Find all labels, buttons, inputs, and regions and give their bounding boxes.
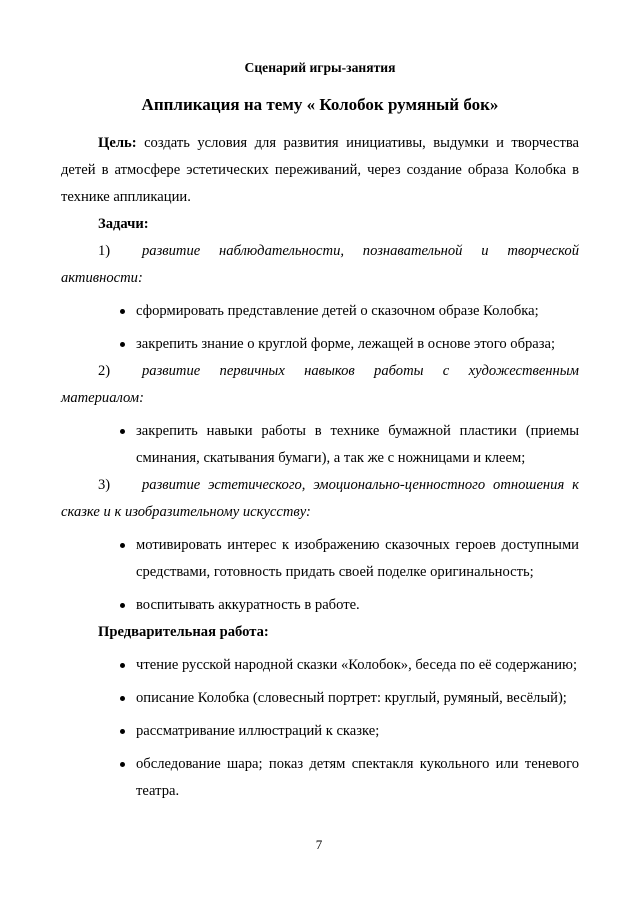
- list-item: [61, 532, 579, 586]
- list-item-text: мотивировать интерес к изображению сказочных героев доступными средствами, готовность придать своей поделке оригинальность;: [136, 537, 579, 580]
- task-title-continuation: сказке и к изобразительному искусству:: [61, 504, 311, 520]
- task-title-continuation: материалом:: [61, 390, 144, 406]
- document-page: [61, 58, 579, 805]
- goal-paragraph: [61, 130, 579, 211]
- bullet-icon: [120, 696, 125, 701]
- list-item-text: рассматривание иллюстраций к сказке;: [136, 723, 380, 739]
- list-item: [61, 592, 579, 619]
- list-item-text: закрепить знание о круглой форме, лежащей в основе этого образа;: [136, 336, 556, 352]
- tasks-heading: Задачи:: [98, 216, 149, 232]
- task-title-line: развитие наблюдательности, познавательной и творческой: [142, 243, 579, 259]
- goal-label: Цель:: [98, 135, 137, 151]
- preliminary-heading: Предварительная работа:: [98, 624, 269, 640]
- list-item-text: закрепить навыки работы в технике бумажной пластики (приемы сминания, скатывания бумаги), а так же с ножницами и клеем;: [136, 423, 579, 466]
- bullet-icon: [120, 543, 125, 548]
- list-item: [61, 298, 579, 325]
- task-group-3: [61, 472, 579, 526]
- main-title: Аппликация на тему « Колобок румяный бок»: [141, 95, 499, 114]
- bullet-icon: [120, 603, 125, 608]
- bullet-icon: [120, 729, 125, 734]
- bullet-icon: [120, 762, 125, 767]
- task-1-list: [61, 298, 579, 358]
- task-3-list: [61, 532, 579, 619]
- preliminary-list: [61, 652, 579, 805]
- bullet-icon: [120, 342, 125, 347]
- task-group-2: [61, 358, 579, 412]
- task-number: 1): [98, 243, 111, 259]
- list-item: [61, 718, 579, 745]
- list-item-text: сформировать представление детей о сказочном образе Колобка;: [136, 303, 539, 319]
- list-item: [61, 751, 579, 805]
- task-number: 3): [98, 477, 111, 493]
- bullet-icon: [120, 309, 125, 314]
- task-title-line: развитие эстетического, эмоционально-ценностного отношения к: [142, 477, 579, 493]
- task-2-list: [61, 418, 579, 472]
- list-item: [61, 331, 579, 358]
- list-item: [61, 652, 579, 679]
- task-number: 2): [98, 363, 111, 379]
- goal-text: создать условия для развития инициативы, выдумки и творчества детей в атмосфере эстетических переживаний, через создание образа Колобка в технике аппликации.: [61, 135, 579, 205]
- scenario-title: Сценарий игры-занятия: [244, 60, 396, 75]
- page-number: 7: [315, 837, 323, 852]
- task-group-1: [61, 238, 579, 292]
- task-title-continuation: активности:: [61, 270, 143, 286]
- task-title-line: развитие первичных навыков работы с художественным: [142, 363, 579, 379]
- list-item: [61, 418, 579, 472]
- list-item-text: воспитывать аккуратность в работе.: [136, 597, 360, 613]
- list-item: [61, 685, 579, 712]
- list-item-text: описание Колобка (словесный портрет: круглый, румяный, весёлый);: [136, 690, 567, 706]
- bullet-icon: [120, 429, 125, 434]
- bullet-icon: [120, 663, 125, 668]
- list-item-text: обследование шара; показ детям спектакля кукольного или теневого театра.: [136, 756, 579, 799]
- list-item-text: чтение русской народной сказки «Колобок», беседа по её содержанию;: [136, 657, 577, 673]
